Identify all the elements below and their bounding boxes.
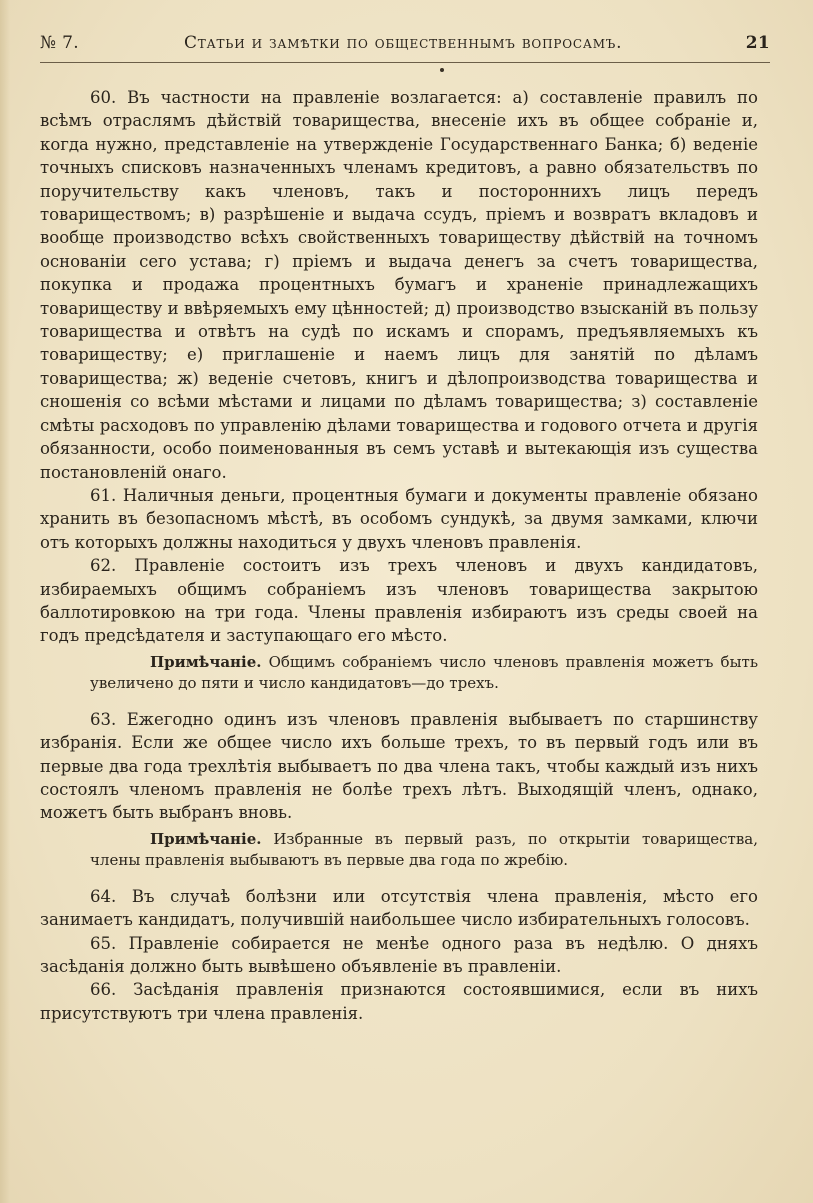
- note-label: Примѣчаніе.: [150, 652, 262, 671]
- article-62: 62. Правленіе состоитъ изъ трехъ членовъ и двухъ кандидатовъ, избираемыхъ общимъ собраніемъ изъ членовъ товарищества закрытою баллотировкою на три года. Члены правленія избираютъ изъ среды своей на годъ предсѣдателя и заступающаго его мѣсто.: [40, 556, 758, 646]
- note-text: Общимъ собраніемъ число членовъ правленія можетъ быть увеличено до пяти и число кандидатовъ—до трехъ.: [90, 652, 758, 692]
- running-title: Статьи и замѣтки по общественнымъ вопросамъ.: [184, 33, 623, 53]
- note-62: [40, 652, 758, 694]
- main-text: [40, 86, 758, 1025]
- article-64: 64. Въ случаѣ болѣзни или отсутствія члена правленія, мѣсто его занимаетъ кандидатъ, получившій наибольшее число избирательныхъ голосовъ.: [40, 886, 758, 930]
- article-65: 65. Правленіе собирается не менѣе одного раза въ недѣлю. О дняхъ засѣданія должно быть вывѣшено объявленіе въ правленіи.: [40, 933, 758, 976]
- spacer: [40, 877, 758, 885]
- spacer: [40, 700, 758, 708]
- note-text: Избранные въ первый разъ, по открытіи товарищества, члены правленія выбываютъ въ первые два года по жребію.: [90, 829, 758, 869]
- ink-dot: [440, 68, 444, 72]
- issue-number: № 7.: [40, 33, 79, 53]
- article-63: 63. Ежегодно одинъ изъ членовъ правленія выбываетъ по старшинству избранія. Если же общее число ихъ больше трехъ, то въ первый годъ или въ первые два года трехлѣтія выбываетъ по два члена такъ, чтобы каждый изъ нихъ состоялъ членомъ правленія не болѣе трехъ лѣтъ. Выходящій членъ, однако, можетъ быть выбранъ вновь.: [40, 709, 758, 823]
- article-61: 61. Наличныя деньги, процентныя бумаги и документы правленіе обязано хранить въ безопасномъ мѣстѣ, въ особомъ сундукѣ, за двумя замками, ключи отъ которыхъ должны находиться у двухъ членовъ правленія.: [40, 485, 758, 552]
- article-60: 60. Въ частности на правленіе возлагается: а) составленіе правилъ по всѣмъ отраслямъ дѣйствій товарищества, внесеніе ихъ въ общее собраніе и, когда нужно, представленіе на утвержденіе Государственнаго Банка; б) веденіе точныхъ списковъ назначенныхъ членамъ кредитовъ, а равно обязательствъ по поручительству какъ членовъ, такъ и постороннихъ лицъ передъ товариществомъ; в) разрѣшеніе и выдача ссудъ, пріемъ и возвратъ вкладовъ и вообще производство всѣхъ свойственныхъ товариществу дѣйствій на точномъ основаніи сего устава; г) пріемъ и выдача денегъ за счетъ товарищества, покупка и продажа процентныхъ бумагъ и храненіе принадлежащихъ товариществу и ввѣряемыхъ ему цѣнностей; д) производство взысканій въ пользу товарищества и отвѣтъ на судѣ по искамъ и спорамъ, предъявляемыхъ къ товариществу; е) приглашеніе и наемъ лицъ для занятій по дѣламъ товарищества; ж) веденіе счетовъ, книгъ и дѣлопроизводства товарищества и сношенія со всѣми мѣстами и лицами по дѣламъ товарищества; з) составленіе смѣты расходовъ по управленію дѣлами товарищества и годового отчета и другія обязанности, особо поименованныя въ семъ уставѣ и вытекающія изъ существа постановленій онаго.: [40, 88, 758, 482]
- note-label: Примѣчаніе.: [150, 829, 262, 848]
- page-edge-shadow: [0, 0, 10, 1203]
- header-rule: [40, 62, 770, 63]
- article-66: 66. Засѣданія правленія признаются состоявшимися, если въ нихъ присутствуютъ три члена правленія.: [40, 980, 758, 1023]
- page-number: 21: [745, 33, 770, 53]
- note-63: [40, 829, 758, 871]
